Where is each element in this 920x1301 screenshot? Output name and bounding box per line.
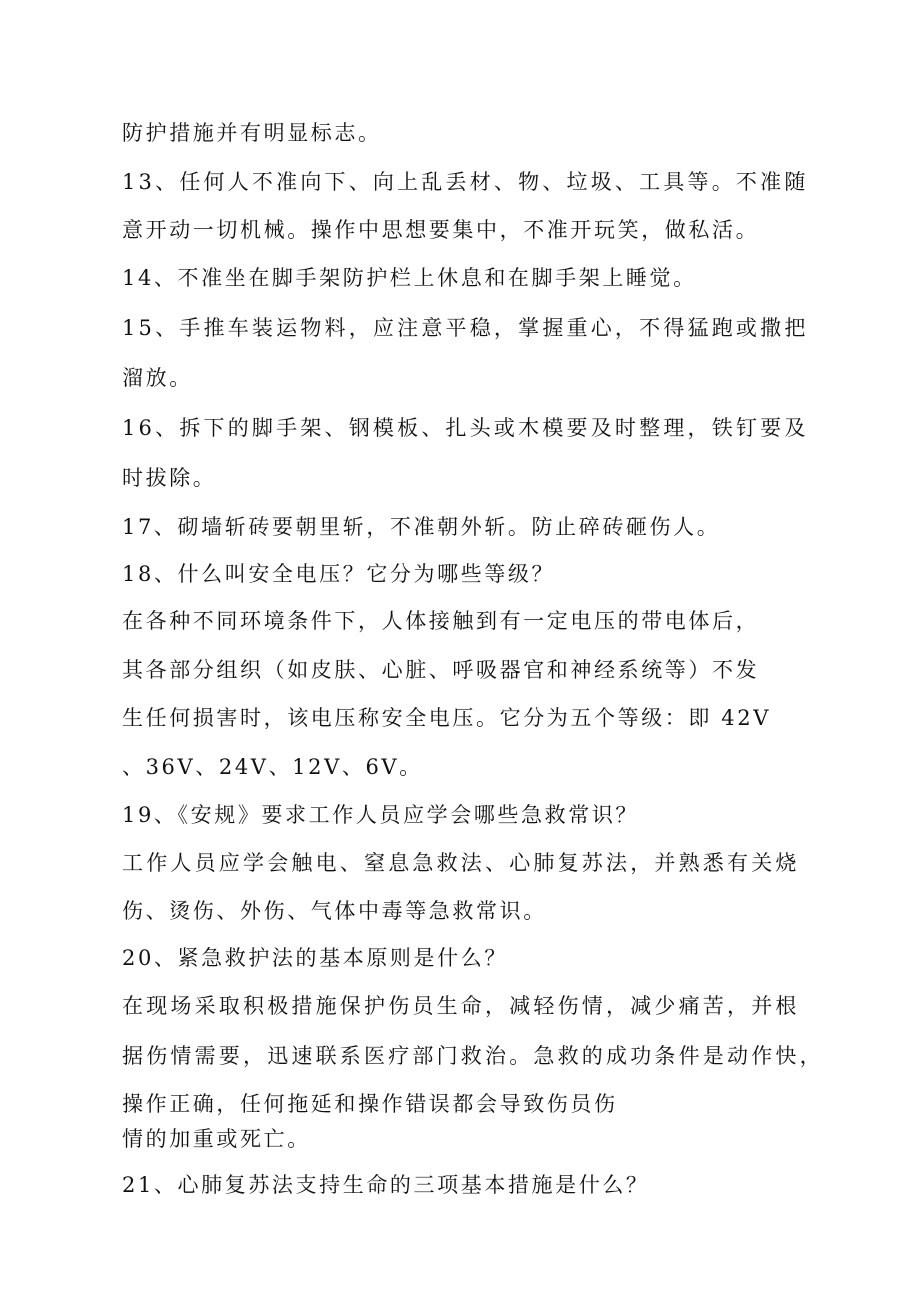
- text-line: 19、《安规》要求工作人员应学会哪些急救常识？: [122, 803, 640, 827]
- text-line: 16、拆下的脚手架、钢模板、扎头或木模要及时整理，铁钉要及: [122, 416, 809, 440]
- text-line: 在各种不同环境条件下，人体接触到有一定电压的带电体后，: [122, 609, 760, 633]
- text-line: 其各部分组织（如皮肤、心脏、呼吸器官和神经系统等）不发: [122, 658, 760, 682]
- text-line: 、36V、24V、12V、6V。: [122, 755, 423, 779]
- text-line: 生任何损害时，该电压称安全电压。它分为五个等级：即 42V: [122, 706, 771, 730]
- text-line: 工作人员应学会触电、窒息急救法、心肺复苏法，并熟悉有关烧: [122, 851, 800, 875]
- text-line: 在现场采取积极措施保护伤员生命，减轻伤情，减少痛苦，并根: [122, 994, 800, 1018]
- text-line: 操作正确，任何拖延和操作错误都会导致伤员伤: [122, 1092, 618, 1116]
- text-line: 18、什么叫安全电压？它分为哪些等级？: [122, 562, 556, 586]
- text-line: 溜放。: [122, 366, 193, 390]
- text-line: 15、手推车装运物料，应注意平稳，掌握重心，不得猛跑或撒把: [122, 316, 809, 340]
- text-line: 13、任何人不准向下、向上乱丢材、物、垃圾、工具等。不准随: [122, 170, 809, 194]
- text-line: 时拔除。: [122, 466, 217, 490]
- text-line: 防护措施并有明显标志。: [122, 121, 382, 145]
- text-line: 21、心肺复苏法支持生命的三项基本措施是什么？: [122, 1173, 650, 1197]
- text-line: 据伤情需要，迅速联系医疗部门救治。急救的成功条件是动作快，: [122, 1044, 824, 1068]
- text-line: 意开动一切机械。操作中思想要集中，不准开玩笑，做私活。: [122, 218, 760, 242]
- text-line: 17、砌墙斩砖要朝里斩，不准朝外斩。防止碎砖砸伤人。: [122, 515, 721, 539]
- text-line: 情的加重或死亡。: [122, 1127, 311, 1151]
- text-line: 20、紧急救护法的基本原则是什么？: [122, 946, 508, 970]
- text-line: 伤、烫伤、外伤、气体中毒等急救常识。: [122, 899, 547, 923]
- text-line: 14、不准坐在脚手架防护栏上休息和在脚手架上睡觉。: [122, 266, 697, 290]
